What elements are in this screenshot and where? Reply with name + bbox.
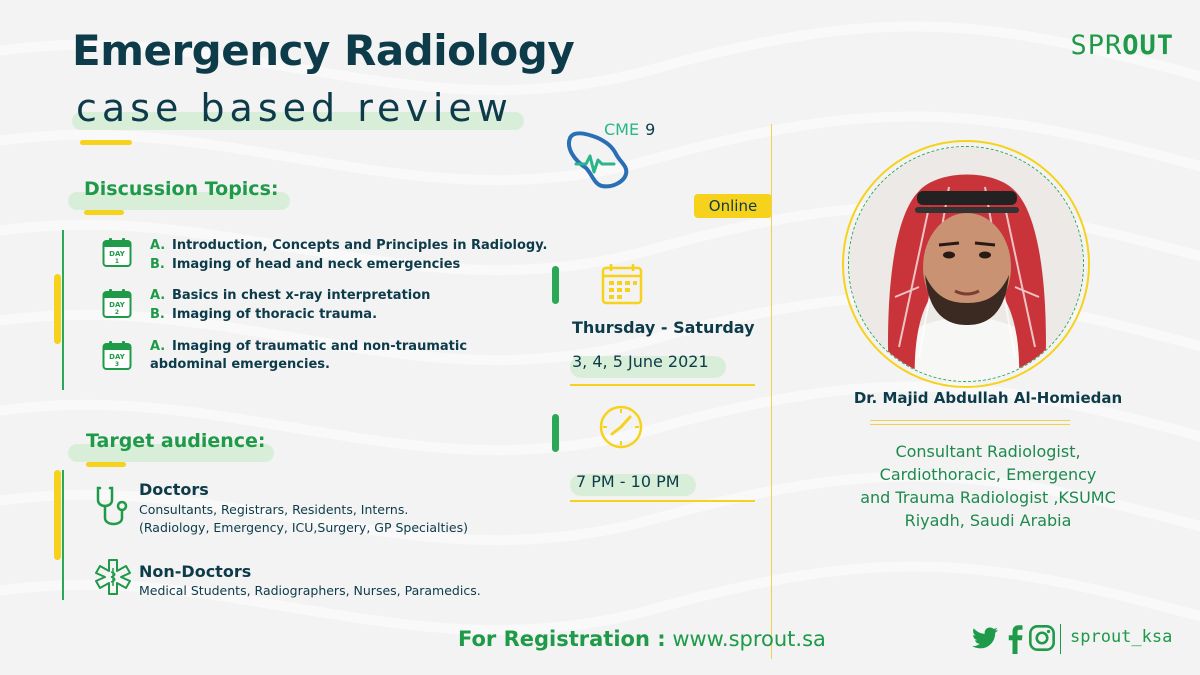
svg-text:DAY: DAY	[109, 250, 125, 258]
day-1-topic-a: A. Introduction, Concepts and Principles in Radiology.	[150, 238, 548, 253]
registration: For Registration : www.sprout.sa	[458, 627, 826, 651]
day-2-topic-a: A. Basics in chest x-ray interpretation	[150, 288, 431, 303]
speaker-name: Dr. Majid Abdullah Al-Homiedan	[853, 389, 1123, 407]
speaker-divider	[870, 420, 1070, 421]
speaker-photo	[848, 146, 1084, 382]
day-1-topic-b: B. Imaging of head and neck emergencies	[150, 257, 461, 272]
svg-text:DAY: DAY	[109, 301, 125, 309]
title-accent	[80, 140, 132, 145]
audience-accent-bar	[54, 470, 61, 560]
audience-accent	[86, 462, 126, 467]
sprout-logo: SPROUT	[1070, 30, 1174, 61]
title-line-1: Emergency Radiology	[72, 26, 575, 75]
discussion-line	[62, 230, 64, 390]
clock-icon	[598, 404, 644, 450]
registration-url[interactable]: www.sprout.sa	[672, 627, 826, 651]
audience-line	[62, 470, 64, 600]
facebook-icon[interactable]	[1006, 624, 1024, 654]
event-time: 7 PM - 10 PM	[576, 472, 680, 491]
stethoscope-icon	[94, 484, 130, 530]
svg-text:1: 1	[114, 258, 120, 265]
event-dates: 3, 4, 5 June 2021	[572, 352, 709, 371]
audience-doctors-title: Doctors	[139, 480, 209, 499]
time-underline	[570, 500, 755, 502]
audience-nondoctors-title: Non-Doctors	[139, 562, 252, 581]
social-handle[interactable]: sprout_ksa	[1070, 627, 1173, 647]
svg-text:DAY: DAY	[109, 353, 125, 361]
day-3-topic-a: A. Imaging of traumatic and non-traumatic	[150, 339, 468, 354]
audience-doctors-line-1: Consultants, Registrars, Residents, Interns.	[139, 502, 409, 517]
twitter-icon[interactable]	[970, 624, 1000, 652]
speaker-divider-2	[870, 424, 1070, 425]
online-badge: Online	[694, 194, 772, 218]
day-3-calendar-icon	[102, 340, 132, 370]
date-accent-bar	[552, 266, 559, 304]
discussion-accent	[84, 210, 124, 215]
discussion-heading: Discussion Topics:	[84, 178, 279, 200]
svg-text:2: 2	[114, 309, 120, 316]
event-days: Thursday - Saturday	[572, 318, 755, 337]
speaker-role-line-1: Consultant Radiologist,	[895, 442, 1081, 461]
svg-text:3: 3	[114, 361, 120, 368]
social-divider	[1060, 624, 1061, 654]
day-2-topic-b: B. Imaging of thoracic trauma.	[150, 307, 378, 322]
vertical-divider	[771, 124, 772, 659]
instagram-icon[interactable]	[1028, 624, 1056, 652]
time-accent-bar	[552, 414, 559, 452]
day-1-calendar-icon	[102, 237, 132, 267]
speaker-role-line-4: Riyadh, Saudi Arabia	[904, 511, 1072, 530]
dates-underline	[570, 384, 755, 386]
calendar-icon	[600, 262, 644, 306]
title-line-2: case based review	[76, 86, 513, 130]
star-of-life-icon	[94, 558, 132, 596]
audience-doctors-line-2: (Radiology, Emergency, ICU,Surgery, GP Specialties)	[139, 520, 468, 535]
cme-badge: CME 9	[604, 120, 656, 139]
audience-nondoctors-line-1: Medical Students, Radiographers, Nurses, Paramedics.	[139, 583, 481, 598]
discussion-accent-bar	[54, 274, 61, 344]
speaker-role-line-3: and Trauma Radiologist ,KSUMC	[860, 488, 1116, 507]
day-2-calendar-icon	[102, 288, 132, 318]
audience-heading: Target audience:	[86, 430, 266, 452]
day-3-topic-a-cont: abdominal emergencies.	[150, 357, 330, 372]
speaker-role-line-2: Cardiothoracic, Emergency	[879, 465, 1097, 484]
